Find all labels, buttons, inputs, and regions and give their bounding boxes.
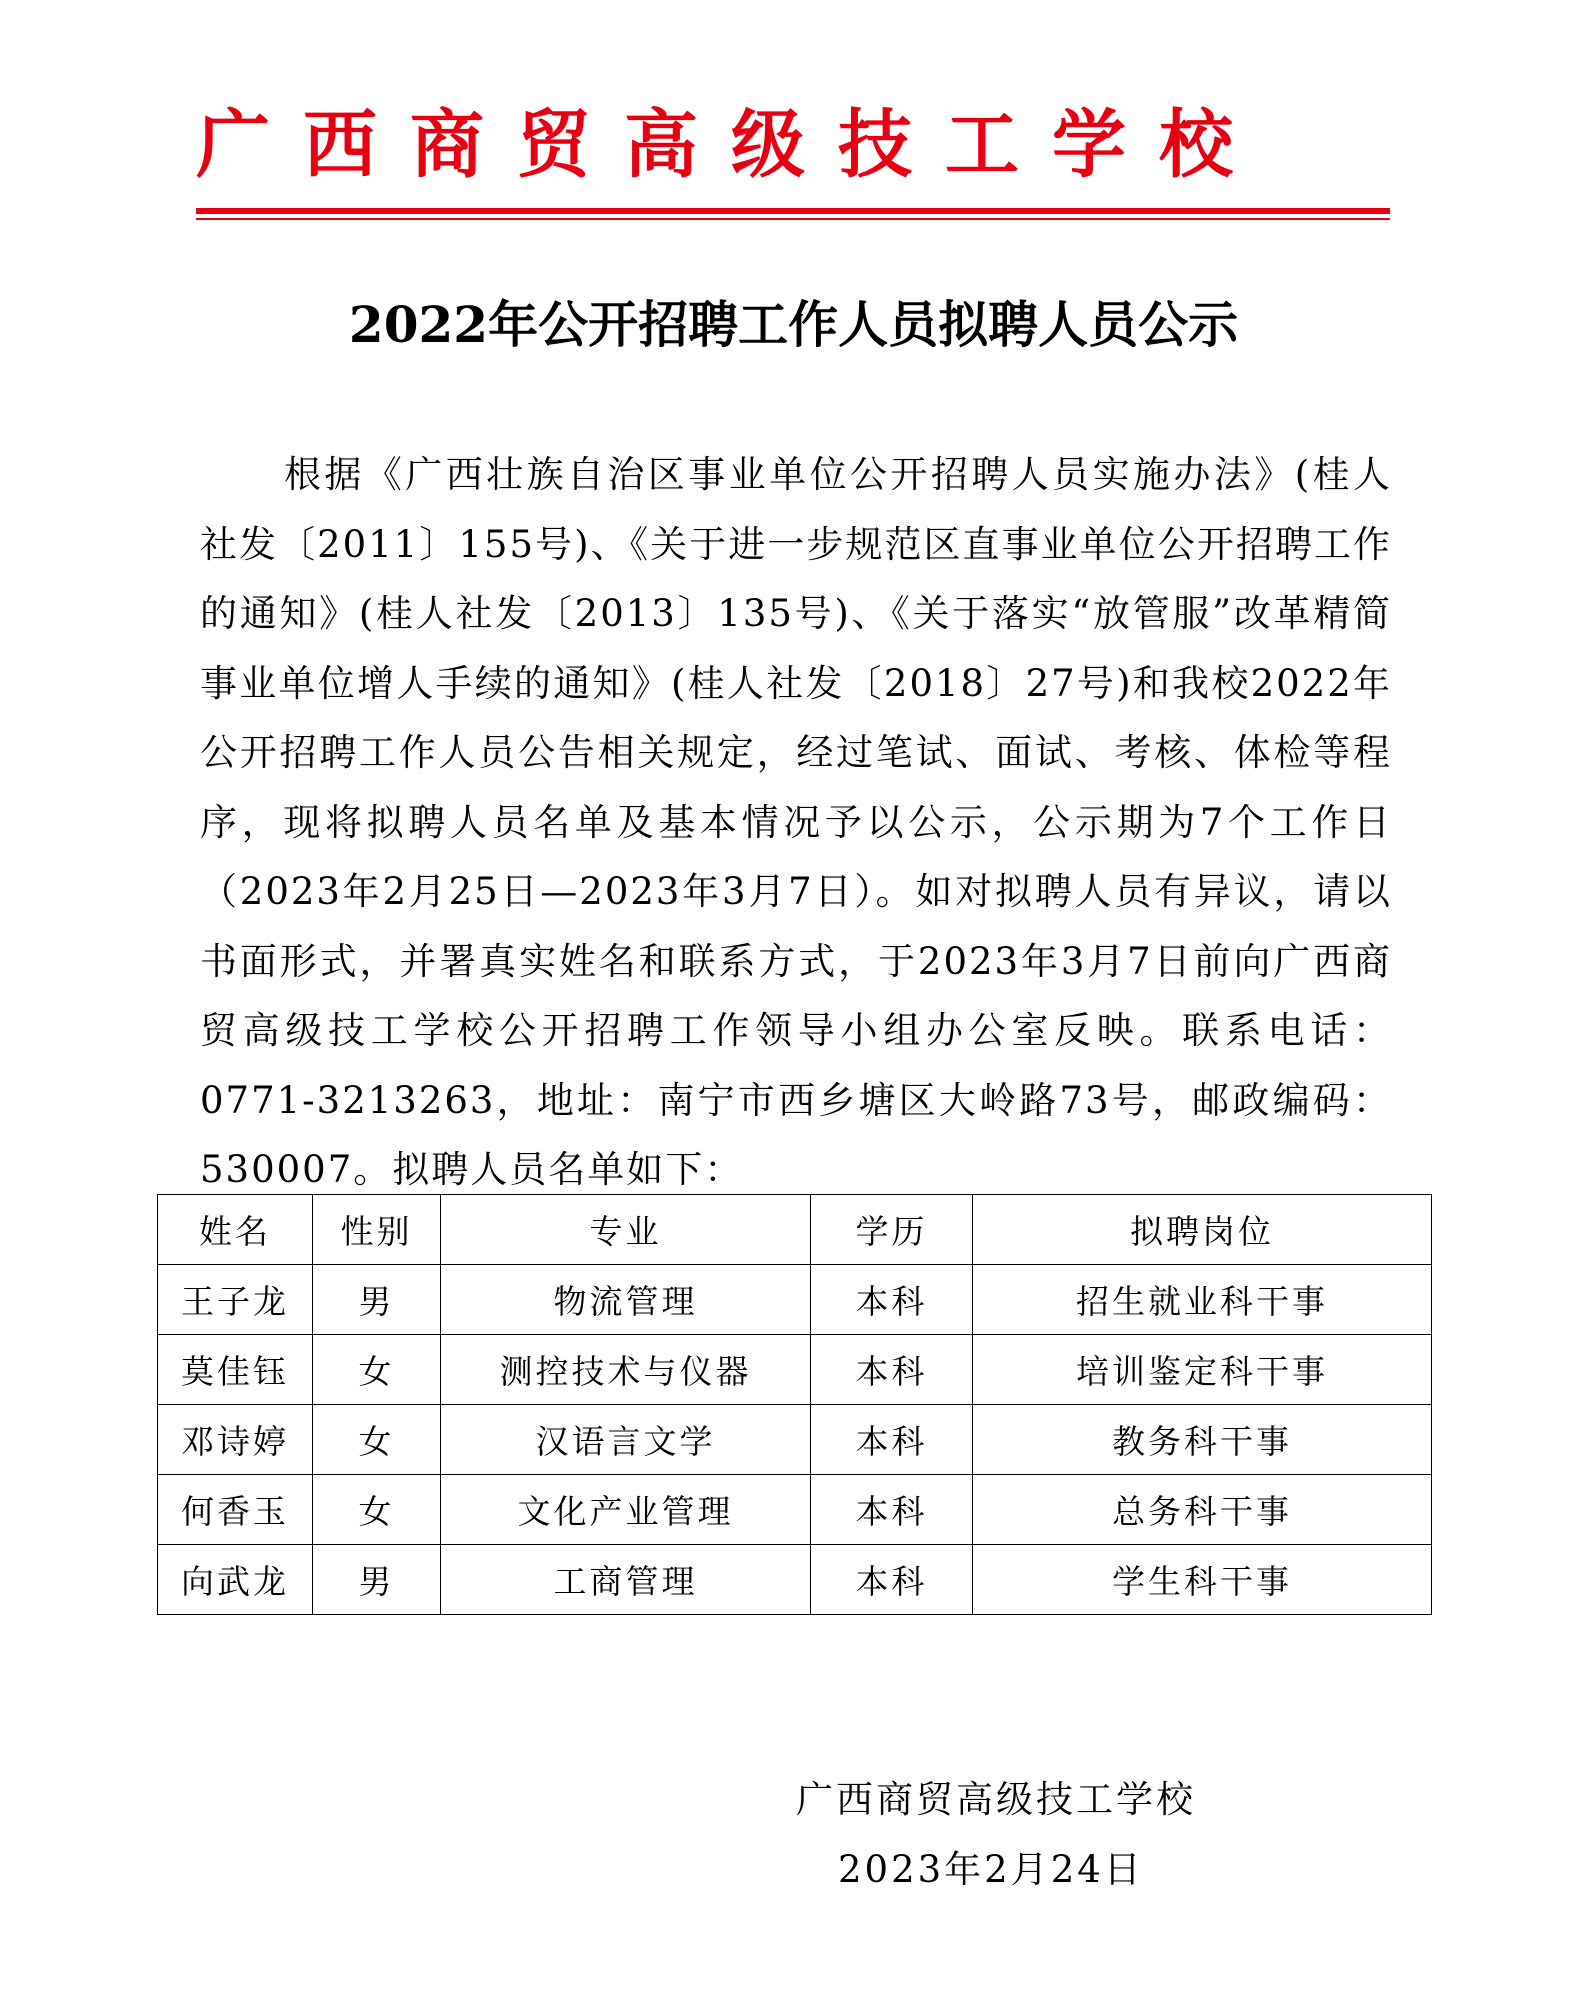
- header-gender: 性别: [313, 1195, 441, 1265]
- cell-gender: 女: [313, 1405, 441, 1475]
- table-row: [158, 1335, 1432, 1405]
- header-position: 拟聘岗位: [973, 1195, 1432, 1265]
- cell-education: 本科: [811, 1545, 973, 1615]
- cell-gender: 男: [313, 1545, 441, 1615]
- cell-major: 物流管理: [441, 1265, 811, 1335]
- cell-name: 王子龙: [158, 1265, 313, 1335]
- letterhead-divider-thick: [196, 208, 1390, 214]
- cell-major: 文化产业管理: [441, 1475, 811, 1545]
- cell-education: 本科: [811, 1405, 973, 1475]
- letterhead-org-name: 广西商贸高级技工学校: [196, 102, 1266, 188]
- announcement-body: 根据《广西壮族自治区事业单位公开招聘人员实施办法》(桂人社发〔2011〕155号)、《关于进一步规范区直事业单位公开招聘工作的通知》(桂人社发〔2013〕135号)、《关于落实“放管服”改革精简事业单位增人手续的通知》(桂人社发〔2018〕27号)和我校2022年公开招聘工作人员公告相关规定，经过笔试、面试、考核、体检等程序，现将拟聘人员名单及基本情况予以公示，公示期为7个工作日（2023年2月25日—2023年3月7日）。如对拟聘人员有异议，请以书面形式，并署真实姓名和联系方式，于2023年3月7日前向广西商贸高级技工学校公开招聘工作领导小组办公室反映。联系电话：0771-3213263，地址：南宁市西乡塘区大岭路73号，邮政编码：530007。拟聘人员名单如下：: [200, 453, 1392, 1191]
- cell-major: 汉语言文学: [441, 1405, 811, 1475]
- table-row: [158, 1265, 1432, 1335]
- letterhead-divider-thin: [196, 218, 1390, 220]
- cell-position: 教务科干事: [973, 1405, 1432, 1475]
- table-header-row: [158, 1195, 1432, 1265]
- document-title: 2022年公开招聘工作人员拟聘人员公示: [348, 295, 1239, 354]
- cell-name: 何香玉: [158, 1475, 313, 1545]
- table-row: [158, 1475, 1432, 1545]
- cell-education: 本科: [811, 1475, 973, 1545]
- cell-gender: 男: [313, 1265, 441, 1335]
- cell-major: 测控技术与仪器: [441, 1335, 811, 1405]
- cell-education: 本科: [811, 1335, 973, 1405]
- cell-position: 培训鉴定科干事: [973, 1335, 1432, 1405]
- cell-name: 向武龙: [158, 1545, 313, 1615]
- cell-gender: 女: [313, 1335, 441, 1405]
- header-name: 姓名: [158, 1195, 313, 1265]
- cell-position: 学生科干事: [973, 1545, 1432, 1615]
- cell-name: 邓诗婷: [158, 1405, 313, 1475]
- cell-gender: 女: [313, 1475, 441, 1545]
- header-major: 专业: [441, 1195, 811, 1265]
- signature-date: 2023年2月24日: [838, 1848, 1144, 1891]
- signature-organization: 广西商贸高级技工学校: [796, 1778, 1196, 1821]
- cell-name: 莫佳钰: [158, 1335, 313, 1405]
- cell-major: 工商管理: [441, 1545, 811, 1615]
- table-row: [158, 1405, 1432, 1475]
- cell-position: 总务科干事: [973, 1475, 1432, 1545]
- table-row: [158, 1545, 1432, 1615]
- appointee-table: [157, 1194, 1432, 1615]
- header-education: 学历: [811, 1195, 973, 1265]
- cell-position: 招生就业科干事: [973, 1265, 1432, 1335]
- cell-education: 本科: [811, 1265, 973, 1335]
